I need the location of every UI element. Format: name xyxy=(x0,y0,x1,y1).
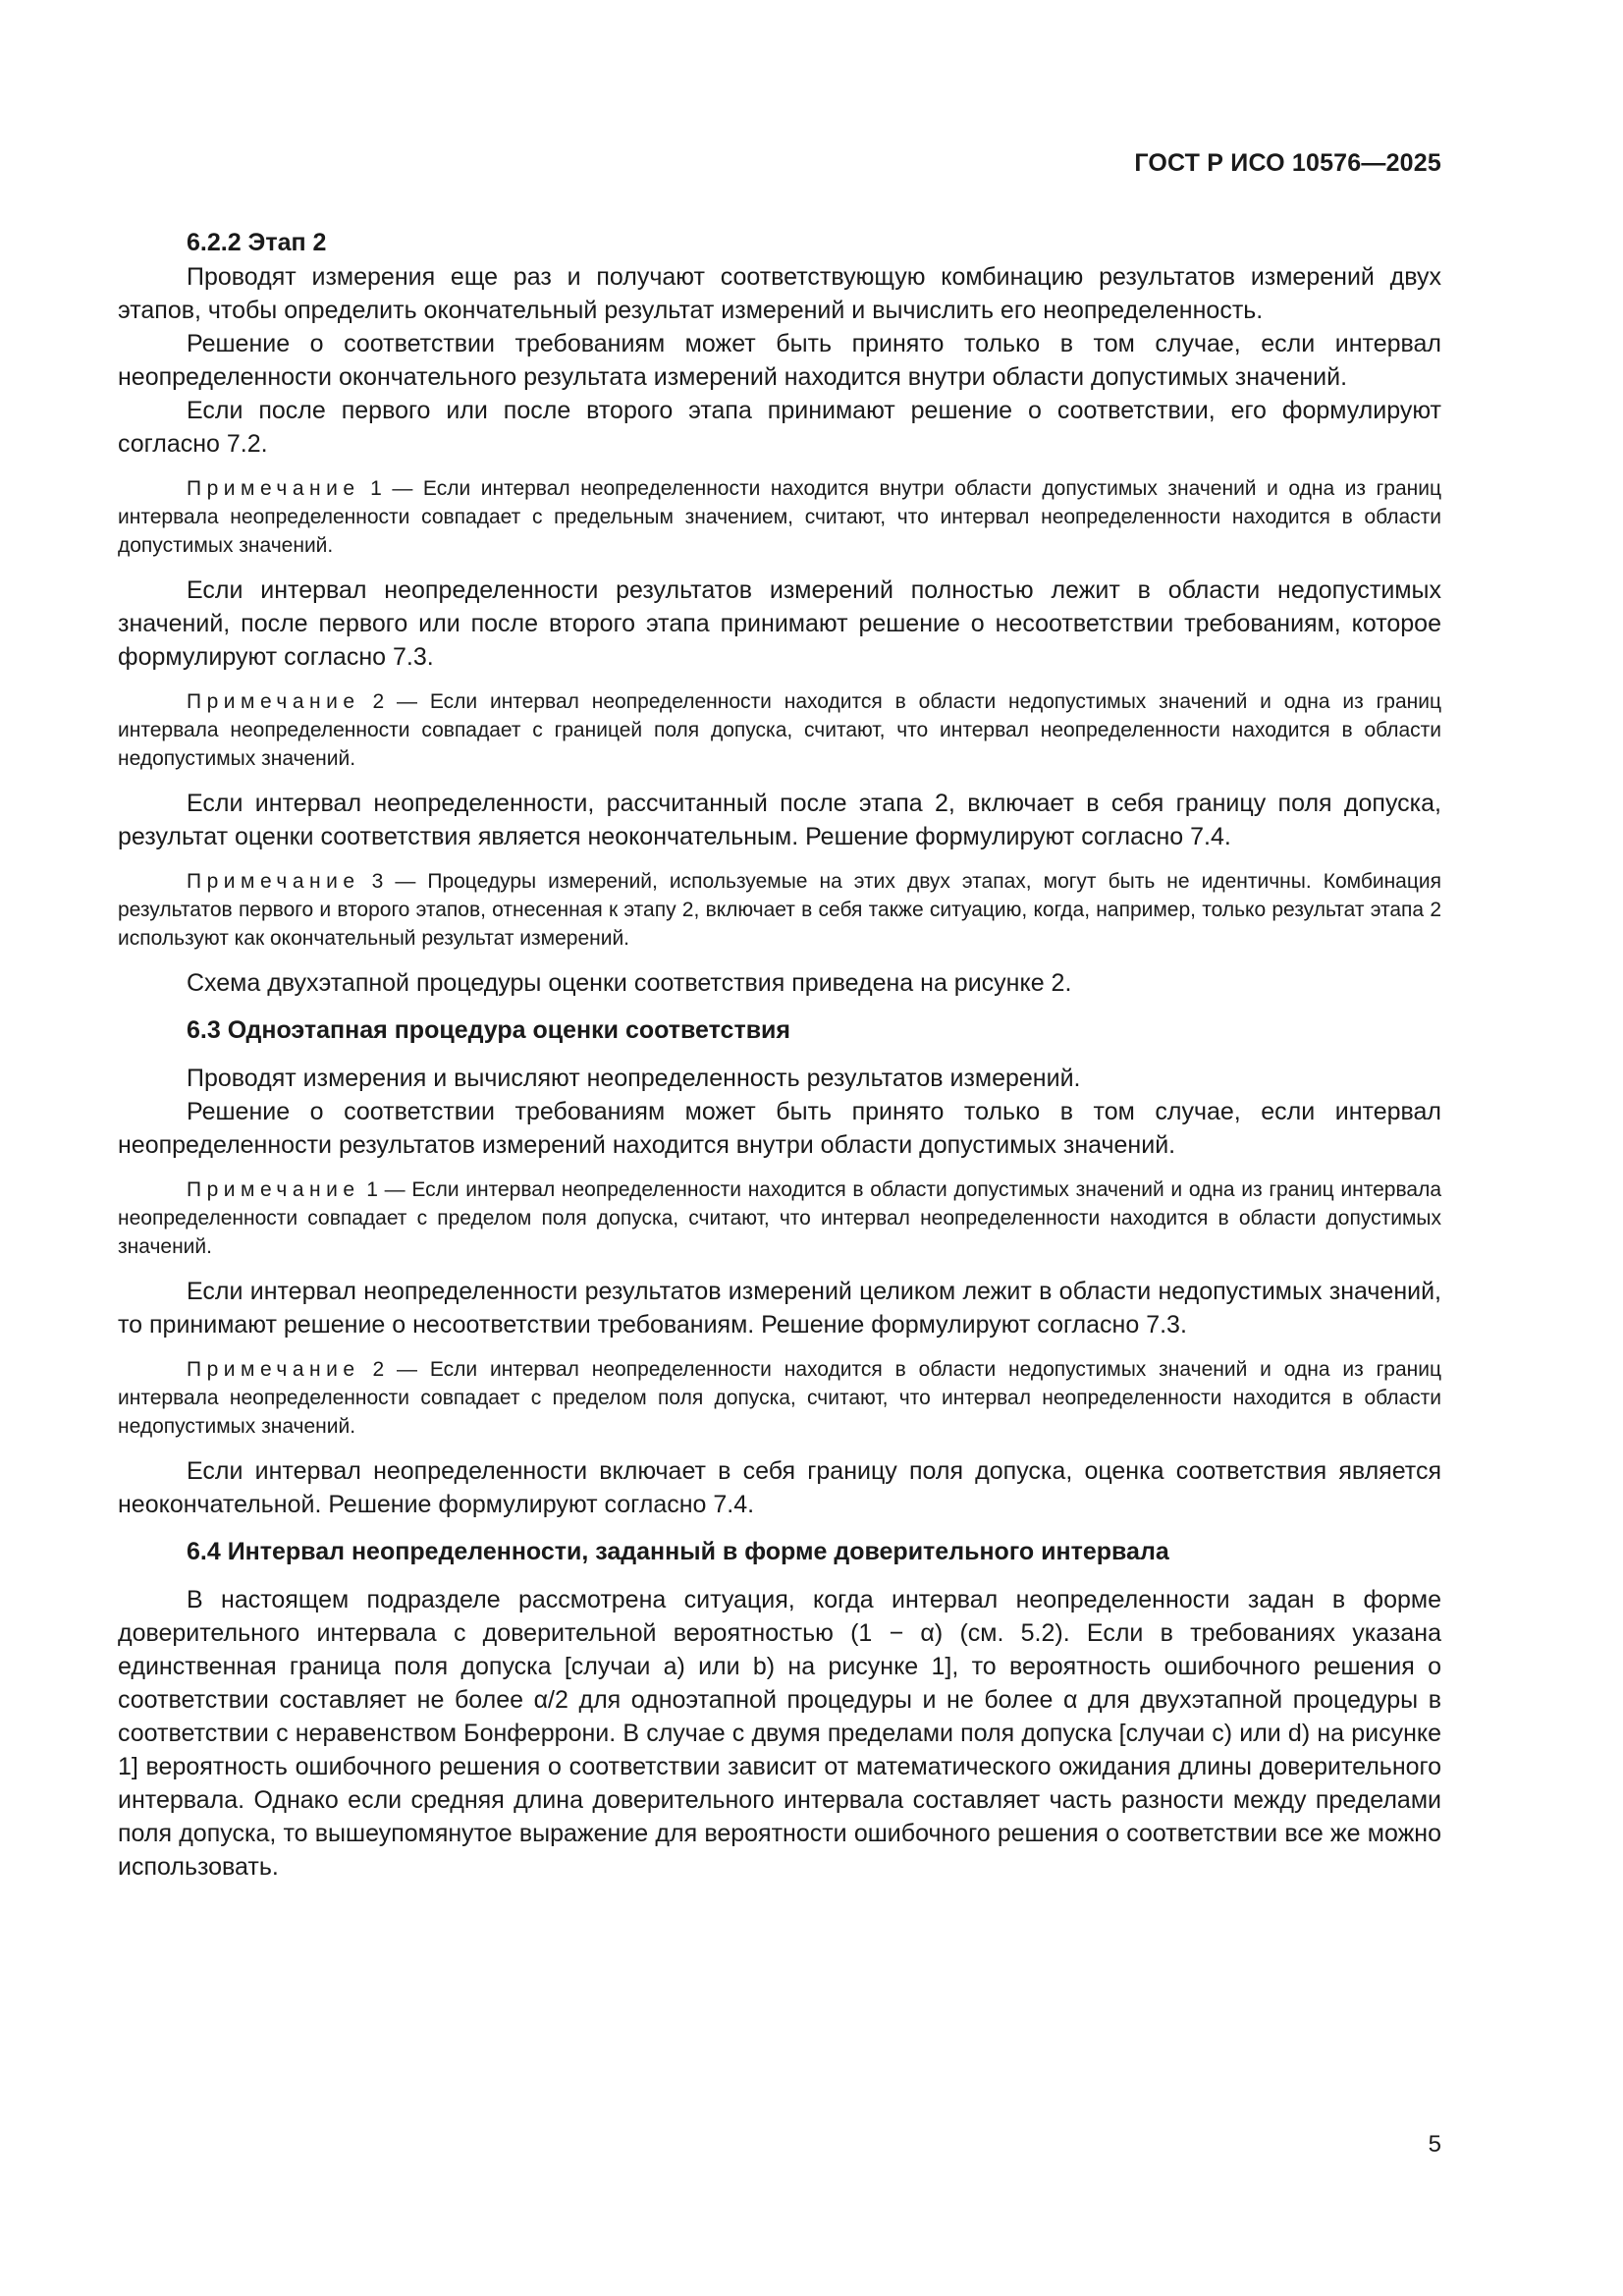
paragraph: Если интервал неопределенности включает в себя границу поля допуска, оценка соответствия является неокончательной. Решение формулируют согласно 7.4. xyxy=(118,1457,1441,1518)
note-text: 3 — Процедуры измерений, используемые на этих двух этапах, могут быть не идентичны. Комбинация результатов первого и второго этапов, отнесенная к этапу 2, включает в себя также ситуацию, когда, например, только результат этапа 2 используют как окончательный результат измерений. xyxy=(118,870,1441,950)
note xyxy=(118,867,1441,953)
note-text: 2 — Если интервал неопределенности находится в области недопустимых значений и одна из границ интервала неопределенности совпадает с пределом поля допуска, считают, что интервал неопределенности находится в области недопустимых значений. xyxy=(118,1358,1441,1438)
note-label: Примечание xyxy=(187,1178,360,1201)
note xyxy=(118,1175,1441,1261)
paragraph: Решение о соответствии требованиям может быть принято только в том случае, если интервал неопределенности окончательного результата измерений находится внутри области допустимых значений. xyxy=(118,330,1441,391)
spacer xyxy=(118,1521,1441,1535)
note-text: 1 — Если интервал неопределенности находится внутри области допустимых значений и одна из границ интервала неопределенности совпадает с предельным значением, считают, что интервал неопределенности находится в области допустимых значений. xyxy=(118,477,1441,557)
note-label: Примечание xyxy=(187,477,360,500)
paragraph: Если интервал неопределенности результатов измерений целиком лежит в области недопустимых значений, то принимают решение о несоответствии требованиям. Решение формулируют согласно 7.3. xyxy=(118,1278,1441,1339)
note-label: Примечание xyxy=(187,870,360,893)
section-heading: 6.3 Одноэтапная процедура оценки соответствия xyxy=(187,1016,791,1044)
note xyxy=(118,474,1441,560)
spacer xyxy=(118,1048,1441,1062)
paragraph: Проводят измерения еще раз и получают соответствующую комбинацию результатов измерений двух этапов, чтобы определить окончательный результат измерений и вычислить его неопределенность. xyxy=(118,263,1441,324)
note-label: Примечание xyxy=(187,1358,360,1381)
page-number: 5 xyxy=(1428,2131,1441,2158)
paragraph: Решение о соответствии требованиям может быть принято только в том случае, если интервал неопределенности результатов измерений находится внутри области допустимых значений. xyxy=(118,1098,1441,1159)
paragraph: Если интервал неопределенности, рассчитанный после этапа 2, включает в себя границу поля допуска, результат оценки соответствия является неокончательным. Решение формулируют согласно 7.4. xyxy=(118,790,1441,850)
paragraph: Проводят измерения и вычисляют неопределенность результатов измерений. xyxy=(187,1065,1081,1092)
spacer xyxy=(118,1569,1441,1583)
note-text: 1 — Если интервал неопределенности находится в области допустимых значений и одна из границ интервала неопределенности совпадает с пределом поля допуска, считают, что интервал неопределенности находится в области допустимых значений. xyxy=(118,1178,1441,1258)
paragraph: Если после первого или после второго этапа принимают решение о соответствии, его формулируют согласно 7.2. xyxy=(118,397,1441,458)
paragraph: В настоящем подразделе рассмотрена ситуация, когда интервал неопределенности задан в форме доверительного интервала с доверительной вероятностью (1 − α) (см. 5.2). Если в требованиях указана единственная граница поля допуска [случаи a) или b) на рисунке 1], то вероятность ошибочного решения о соответствии составляет не более α/2 для одноэтапной процедуры и не более α для двухэтапной процедуры в соответствии с неравенством Бонферрони. В случае с двумя пределами поля допуска [случаи c) или d) на рисунке 1] вероятность ошибочного решения о соответствии зависит от математического ожидания длины доверительного интервала. Однако если средняя длина доверительного интервала составляет часть разности между пределами поля допуска, то вышеупомянутое выражение для вероятности ошибочного решения о соответствии все же можно использовать. xyxy=(118,1586,1441,1881)
spacer xyxy=(118,1000,1441,1013)
note-label: Примечание xyxy=(187,690,360,713)
paragraph: Если интервал неопределенности результатов измерений полностью лежит в области недопустимых значений, после первого или после второго этапа принимают решение о несоответствии требованиям, которое формулируют согласно 7.3. xyxy=(118,576,1441,671)
note-text: 2 — Если интервал неопределенности находится в области недопустимых значений и одна из границ интервала неопределенности совпадает с границей поля допуска, считают, что интервал неопределенности находится в области недопустимых значений. xyxy=(118,690,1441,770)
note xyxy=(118,1355,1441,1441)
paragraph: Схема двухэтапной процедуры оценки соответствия приведена на рисунке 2. xyxy=(187,969,1072,997)
section-heading: 6.2.2 Этап 2 xyxy=(187,229,327,256)
note xyxy=(118,687,1441,773)
standard-code: ГОСТ Р ИСО 10576—2025 xyxy=(1134,149,1441,177)
document-body xyxy=(118,226,1441,1884)
section-heading: 6.4 Интервал неопределенности, заданный в форме доверительного интервала xyxy=(187,1538,1169,1565)
